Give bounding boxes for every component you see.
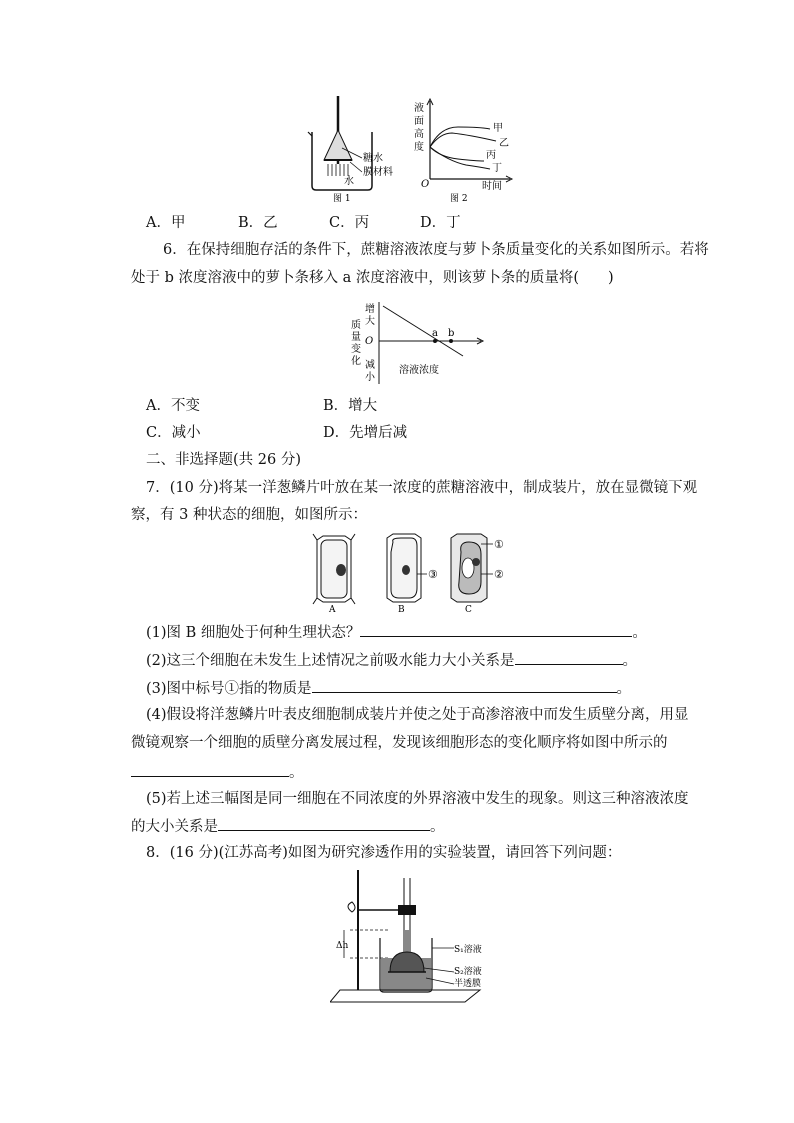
q7-marker-2: ② [494,568,504,581]
q7-answer-4[interactable] [131,761,289,777]
fig1-label-sugar: 糖水 [363,153,383,164]
fig2-ylabel-3: 度 [414,142,424,153]
q7-cell-label-a: A [329,605,336,615]
q6-line-1: 6．在保持细胞存活的条件下，蔗糖溶液浓度与萝卜条质量变化的关系如图所示。若将 [163,242,709,258]
q6-point-a: a [432,328,438,339]
q5-option-a: A．甲 [146,215,186,231]
q8-label-membrane: 半透膜 [454,979,482,989]
q7-sub-2 [146,649,637,671]
q6-y-mid-3: 化 [351,356,361,367]
q7-marker-1: ① [494,538,504,551]
fig1-caption: 图 1 [333,194,351,204]
q7-answer-3[interactable] [312,677,617,693]
q8-label-s1: S₁溶液 [454,945,482,955]
q7-sub-1 [146,621,647,643]
q7-sub-2-period: 。 [622,653,638,669]
q6-y-top-0: 增 [365,304,375,315]
q6-option-d: D．先增后减 [323,425,408,441]
q7-sub-3-period: 。 [616,681,632,697]
cell-a [313,534,355,604]
q7-sub-2-text: (2)这三个细胞在未发生上述情况之前吸水能力大小关系是 [146,653,515,669]
q6-y-mid-0: 质 [351,320,361,331]
fig2-ylabel-2: 高 [414,129,424,140]
figure-2-graph [410,95,530,210]
q7-sub-4-line-2: 微镜观察一个细胞的质壁分离发展过程，发现该细胞形态的变化顺序将如图中所示的 [131,735,668,751]
q6-line-2: 处于 b 浓度溶液中的萝卜条移入 a 浓度溶液中，则该萝卜条的质量将( ) [131,270,614,286]
cell-c [451,534,493,602]
q8-line-1: 8．(16 分)(江苏高考)如图为研究渗透作用的实验装置，请回答下列问题： [146,845,622,861]
q6-y-mid-1: 量 [351,332,361,343]
q7-answer-5[interactable] [218,815,430,831]
q6-option-c: C．减小 [146,425,201,441]
q6-option-b: B．增大 [323,398,378,414]
q6-y-bottom-0: 减 [365,360,375,371]
q6-xlabel: 溶液浓度 [399,365,439,376]
q6-figure-graph [335,298,485,390]
q8-figure-osmosis-apparatus [330,868,495,1003]
fig2-ylabel-0: 液 [414,103,424,114]
fig1-label-membrane: 膜材料 [363,167,393,178]
q7-sub-3 [146,677,631,699]
q6-point-b: b [448,328,455,339]
q7-answer-1[interactable] [360,621,632,637]
figure-1-beaker [300,90,410,205]
cell-b [387,534,427,602]
q7-sub-1-period: 。 [632,625,647,641]
q8-label-delta-h: Δh [336,941,349,951]
q7-answer-2[interactable] [515,649,623,665]
q7-sub-4-line-1: (4)假设将洋葱鳞片叶表皮细胞制成装片并使之处于高渗溶液中而发生质壁分离，用显 [146,707,689,723]
q7-sub-5-period: 。 [430,819,445,835]
q5-option-c: C．丙 [329,215,370,231]
q7-cell-label-b: B [398,605,405,615]
q7-line-1: 7．(10 分)将某一洋葱鳞片叶放在某一浓度的蔗糖溶液中，制成装片，放在显微镜下观 [146,480,698,496]
fig2-curve-ding: 丁 [492,163,502,174]
q7-sub-4-period: 。 [289,765,304,781]
q5-option-b: B．乙 [238,215,278,231]
q8-label-s2: S₂溶液 [454,967,482,977]
q7-figure-cells [305,530,515,615]
section-heading: 二、非选择题(共 26 分) [146,452,301,468]
fig2-ylabel-1: 面 [414,116,424,127]
q7-marker-3: ③ [428,568,438,581]
fig2-xlabel: 时间 [482,181,502,192]
fig1-label-water: 水 [344,176,354,187]
q5-option-d: D．丁 [420,215,461,231]
q7-sub-5-line-2 [131,815,445,837]
q7-cell-label-c: C [465,605,472,615]
q7-line-2: 察，有 3 种状态的细胞，如图所示： [131,507,367,523]
q6-y-mid-2: 变 [351,344,361,355]
q7-sub-1-text: (1)图 B 细胞处于何种生理状态？ [146,625,361,641]
q7-sub-5-line-1: (5)若上述三幅图是同一细胞在不同浓度的外界溶液中发生的现象。则这三种溶液浓度 [146,791,689,807]
q6-option-a: A．不变 [146,398,200,414]
fig2-curve-yi: 乙 [499,138,509,149]
fig2-caption: 图 2 [450,194,468,204]
q6-y-top-1: 大 [365,316,375,327]
fig2-curve-bing: 丙 [486,150,496,161]
q6-origin: O [365,336,374,347]
q7-sub-5-text: 的大小关系是 [131,819,218,835]
q7-sub-3-text: (3)图中标号①指的物质是 [146,681,312,697]
q6-y-bottom-1: 小 [365,372,375,383]
fig2-curve-jia: 甲 [493,123,503,134]
q7-sub-4-line-3 [131,761,304,783]
fig2-origin: O [421,179,430,190]
